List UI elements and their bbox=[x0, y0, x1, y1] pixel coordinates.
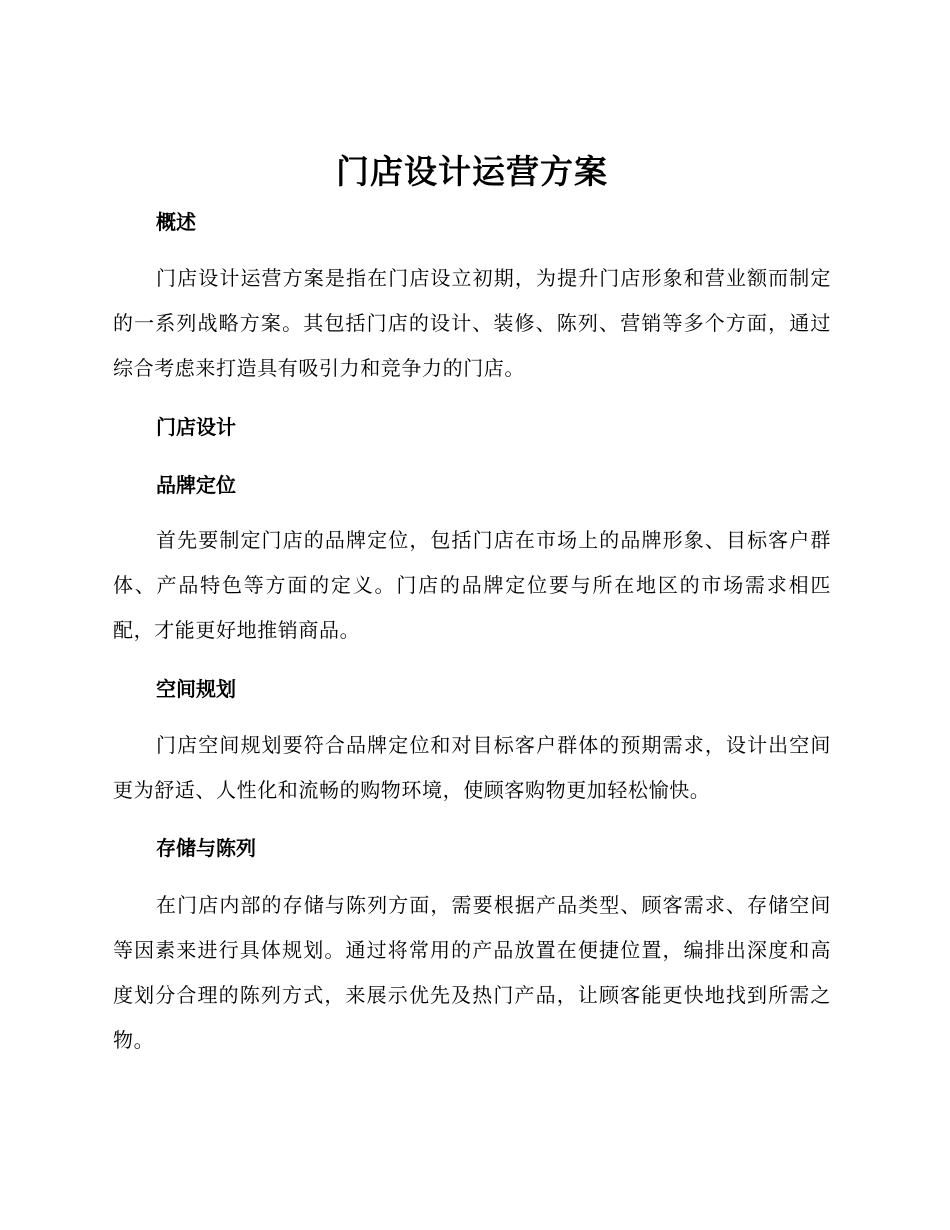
document-title: 门店设计运营方案 bbox=[336, 152, 608, 191]
section-heading-brand-positioning: 品牌定位 bbox=[156, 473, 236, 497]
section-heading-space-planning: 空间规划 bbox=[156, 677, 236, 701]
section-paragraph-storage-display: 在门店内部的存储与陈列方面，需要根据产品类型、顾客需求、存储空间等因素来进行具体规划。通过将常用的产品放置在便捷位置，编排出深度和高度划分合理的陈列方式，来展示优先及热门产品，让顾客能更快地找到所需之物。 bbox=[113, 893, 831, 1052]
section-heading-storage-display: 存储与陈列 bbox=[156, 836, 256, 860]
section-paragraph-overview: 门店设计运营方案是指在门店设立初期，为提升门店形象和营业额而制定的一系列战略方案。其包括门店的设计、装修、陈列、营销等多个方面，通过综合考虑来打造具有吸引力和竞争力的门店。 bbox=[113, 266, 831, 380]
section-heading-store-design: 门店设计 bbox=[156, 415, 236, 439]
section-heading-overview: 概述 bbox=[156, 210, 196, 234]
section-paragraph-space-planning: 门店空间规划要符合品牌定位和对目标客户群体的预期需求，设计出空间更为舒适、人性化和流畅的购物环境，使顾客购物更加轻松愉快。 bbox=[113, 733, 831, 802]
section-paragraph-brand-positioning: 首先要制定门店的品牌定位，包括门店在市场上的品牌形象、目标客户群体、产品特色等方面的定义。门店的品牌定位要与所在地区的市场需求相匹配，才能更好地推销商品。 bbox=[113, 528, 831, 642]
